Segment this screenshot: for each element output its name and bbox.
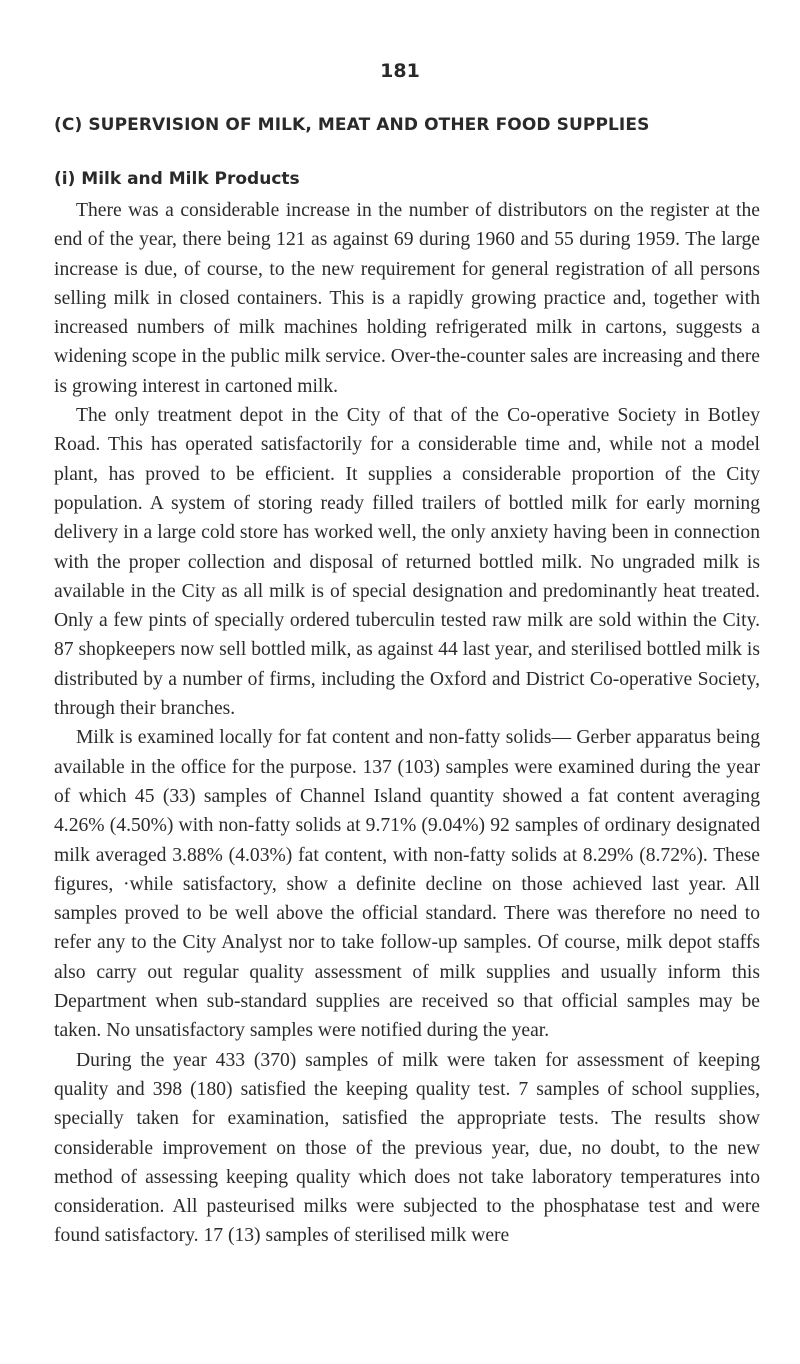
body-text xyxy=(54,196,760,1251)
paragraph-fat-content: Milk is examined locally for fat content and non-fatty solids— Gerber apparatus being available in the office for the purpose. 137 (103) samples were examined during the year of which 45 (33) samples of Channel Island quantity showed a fat content averaging 4.26% (4.50%) with non-fatty solids at 9.71% (9.04%) 92 samples of ordinary designated milk averaged 3.88% (4.03%) fat content, with non-fatty solids at 8.29% (8.72%). These figures, ·while satisfactory, show a definite decline on those achieved last year. All samples proved to be well above the official standard. There was therefore no need to refer any to the City Analyst nor to take follow-up samples. Of course, milk depot staffs also carry out regular quality assessment of milk supplies and usually inform this Department when sub-standard supplies are received so that official samples may be taken. No unsatisfactory samples were notified during the year. xyxy=(54,727,760,1042)
paragraph-treatment-depot: The only treatment depot in the City of that of the Co-operative Society in Botley Road. This has operated satisfactorily for a considerable time and, while not a model plant, has proved to be efficient. It supplies a considerable proportion of the City population. A system of storing ready filled trailers of bottled milk for early morning delivery in a large cold store has worked well, the only anxiety having been in connection with the proper collection and disposal of returned bottled milk. No ungraded milk is available in the City as all milk is of special designation and predominantly heat treated. Only a few pints of specially ordered tuberculin tested raw milk are sold within the City. 87 shopkeepers now sell bottled milk, as against 44 last year, and sterilised bottled milk is distributed by a number of firms, including the Oxford and District Co-operative Society, through their branches. xyxy=(54,405,760,720)
paragraph-keeping-quality: During the year 433 (370) samples of milk were taken for assessment of keeping quality and 398 (180) satisfied the keeping quality test. 7 samples of school supplies, specially taken for examination, satisfied the appropriate tests. The results show considerable improvement on those of the previous year, due, no doubt, to the new method of assessing keeping quality which does not take laboratory temperatures into consideration. All pasteurised milks were subjected to the phosphatase test and were found satisfactory. 17 (13) samples of sterilised milk were xyxy=(54,1049,760,1247)
page-number: 181 xyxy=(380,60,420,82)
sub-heading: (i) Milk and Milk Products xyxy=(54,169,300,189)
paragraph-distributors: There was a considerable increase in the number of distributors on the register at the end of the year, there being 121 as against 69 during 1960 and 55 during 1959. The large increase is due, of course, to the new requirement for general registration of all persons selling milk in closed containers. This is a rapidly growing practice and, together with increased numbers of milk machines holding refrigerated milk in cartons, suggests a widening scope in the public milk service. Over-the-counter sales are increasing and there is growing interest in cartoned milk. xyxy=(54,200,760,397)
section-heading: (C) SUPERVISION OF MILK, MEAT AND OTHER FOOD SUPPLIES xyxy=(54,115,650,135)
